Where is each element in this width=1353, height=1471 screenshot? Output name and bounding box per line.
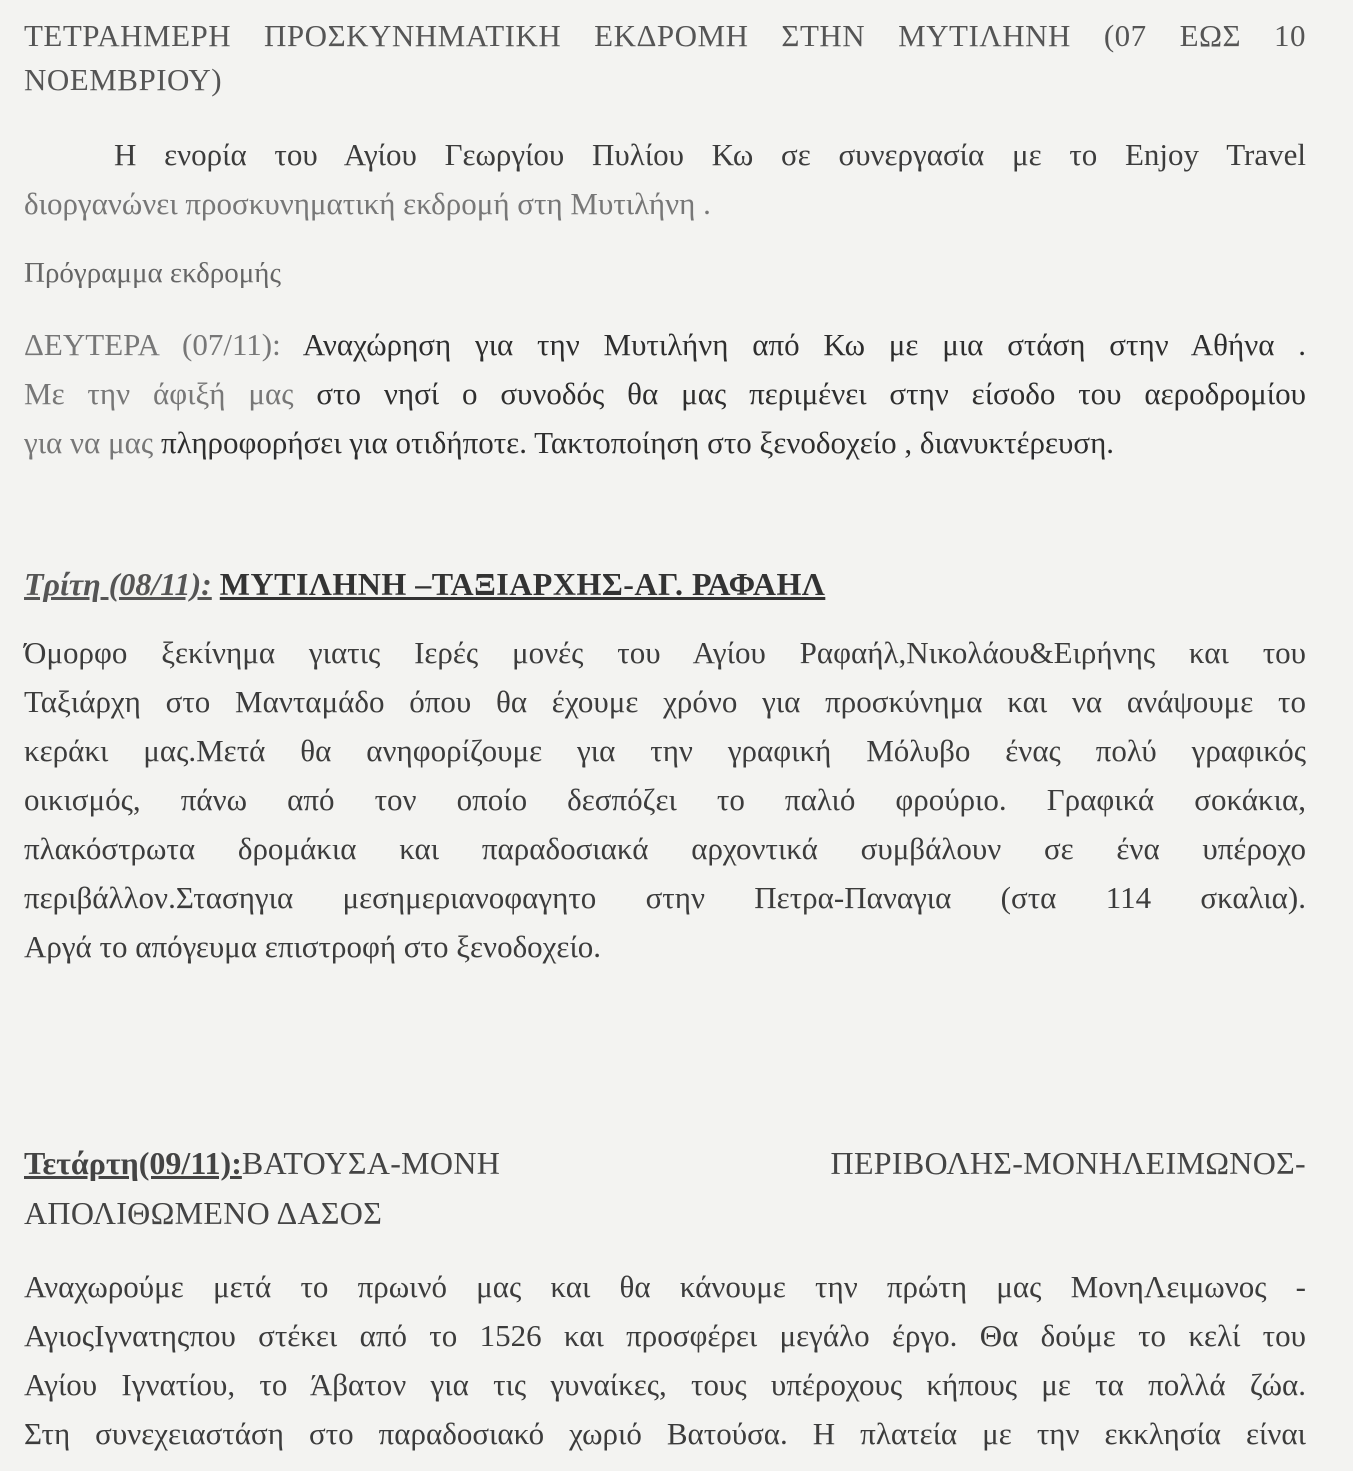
monday-line-3 xyxy=(24,418,1306,467)
monday-day-label: ΔΕΥΤΕΡΑ (07/11): xyxy=(24,327,303,362)
monday-line-1 xyxy=(24,320,1306,369)
wednesday-heading xyxy=(24,1138,1306,1238)
tuesday-line: Αργά το απόγευμα επιστροφή στο ξενοδοχείο. xyxy=(24,929,602,964)
tuesday-line: Όμορφο ξεκίνημα γιατις Ιερές μονές του Αγίου Ραφαήλ,Νικολάου&Ειρήνης και του xyxy=(24,635,1306,670)
intro-paragraph xyxy=(24,130,1306,228)
wednesday-heading-left xyxy=(24,1138,500,1188)
tuesday-line: περιβάλλον.Στασηγια μεσημεριανοφαγητο στην Πετρα-Παναγια (στα 114 σκαλια). xyxy=(24,880,1306,915)
tuesday-day-label: Τρίτη (08/11): xyxy=(24,566,212,602)
wednesday-heading-line-1 xyxy=(24,1138,1306,1188)
monday-line-2-a: Με την άφιξή μας xyxy=(24,376,317,411)
tuesday-paragraph xyxy=(24,628,1306,971)
wednesday-day-label: Τετάρτη(09/11): xyxy=(24,1145,242,1181)
monday-line-2 xyxy=(24,369,1306,418)
wednesday-heading-part-2: ΠΕΡΙΒΟΛΗΣ-ΜΟΝΗΛΕΙΜΩΝΟΣ- xyxy=(830,1145,1306,1181)
wednesday-heading-part-3: ΑΠΟΛΙΘΩΜΕΝΟ ΔΑΣΟΣ xyxy=(24,1195,383,1231)
wednesday-heading-part-1: ΒΑΤΟΥΣΑ-ΜΟΝΗ xyxy=(241,1145,501,1181)
document-title xyxy=(24,14,1306,102)
tuesday-heading-title: ΜΥΤΙΛΗΝΗ –ΤΑΞΙΑΡΧΗΣ-ΑΓ. ΡΑΦΑΗΛ xyxy=(219,566,826,602)
intro-line-1: Η ενορία του Αγίου Γεωργίου Πυλίου Κω σε συνεργασία με το Enjoy Travel xyxy=(114,137,1306,172)
title-line-1: ΤΕΤΡΑΗΜΕΡΗ ΠΡΟΣΚΥΝΗΜΑΤΙΚΗ ΕΚΔΡΟΜΗ ΣΤΗΝ ΜΥΤΙΛΗΝΗ (07 ΕΩΣ 10 xyxy=(24,18,1306,53)
title-line-2: ΝΟΕΜΒΡΙΟΥ) xyxy=(24,62,223,97)
monday-section xyxy=(24,320,1306,467)
monday-line-2-b: στο νησί ο συνοδός θα μας περιμένει στην είσοδο του αεροδρομίου xyxy=(316,376,1306,411)
wednesday-line: Αναχωρούμε μετά το πρωινό μας και θα κάνουμε την πρώτη μας ΜονηΛειμωνος - xyxy=(24,1269,1306,1304)
monday-line-3-b: πληροφορήσει για οτιδήποτε. Τακτοποίηση στο ξενοδοχείο , διανυκτέρευση. xyxy=(160,425,1115,460)
intro-line-2: διοργανώνει προσκυνηματική εκδρομή στη Μυτιλήνη . xyxy=(24,186,711,221)
program-label: Πρόγραμμα εκδρομής xyxy=(24,257,281,289)
tuesday-line: κεράκι μας.Μετά θα ανηφορίζουμε για την γραφική Μόλυβο ένας πολύ γραφικός xyxy=(24,733,1306,768)
tuesday-heading xyxy=(24,562,1306,606)
wednesday-line: ΑγιοςΙγνατηςπου στέκει από το 1526 και προσφέρει μεγάλο έργο. Θα δούμε το κελί του xyxy=(24,1318,1306,1353)
wednesday-line: Στη συνεχειαστάση στο παραδοσιακό χωριό Βατούσα. Η πλατεία με την εκκλησία είναι xyxy=(24,1416,1306,1451)
monday-line-3-a: για να μας xyxy=(24,425,161,460)
tuesday-line: Ταξιάρχη στο Μανταμάδο όπου θα έχουμε χρόνο για προσκύνημα και να ανάψουμε το xyxy=(24,684,1306,719)
tuesday-line: πλακόστρωτα δρομάκια και παραδοσιακά αρχοντικά συμβάλουν σε ένα υπέροχο xyxy=(24,831,1306,866)
monday-line-1-text: Αναχώρηση για την Μυτιλήνη από Κω με μια στάση στην Αθήνα . xyxy=(302,327,1306,362)
wednesday-paragraph xyxy=(24,1262,1306,1458)
tuesday-line: οικισμός, πάνω από τον οποίο δεσπόζει το παλιό φρούριο. Γραφικά σοκάκια, xyxy=(24,782,1306,817)
wednesday-line: Αγίου Ιγνατίου, το Άβατον για τις γυναίκες, τους υπέροχους κήπους με τα πολλά ζώα. xyxy=(24,1367,1306,1402)
